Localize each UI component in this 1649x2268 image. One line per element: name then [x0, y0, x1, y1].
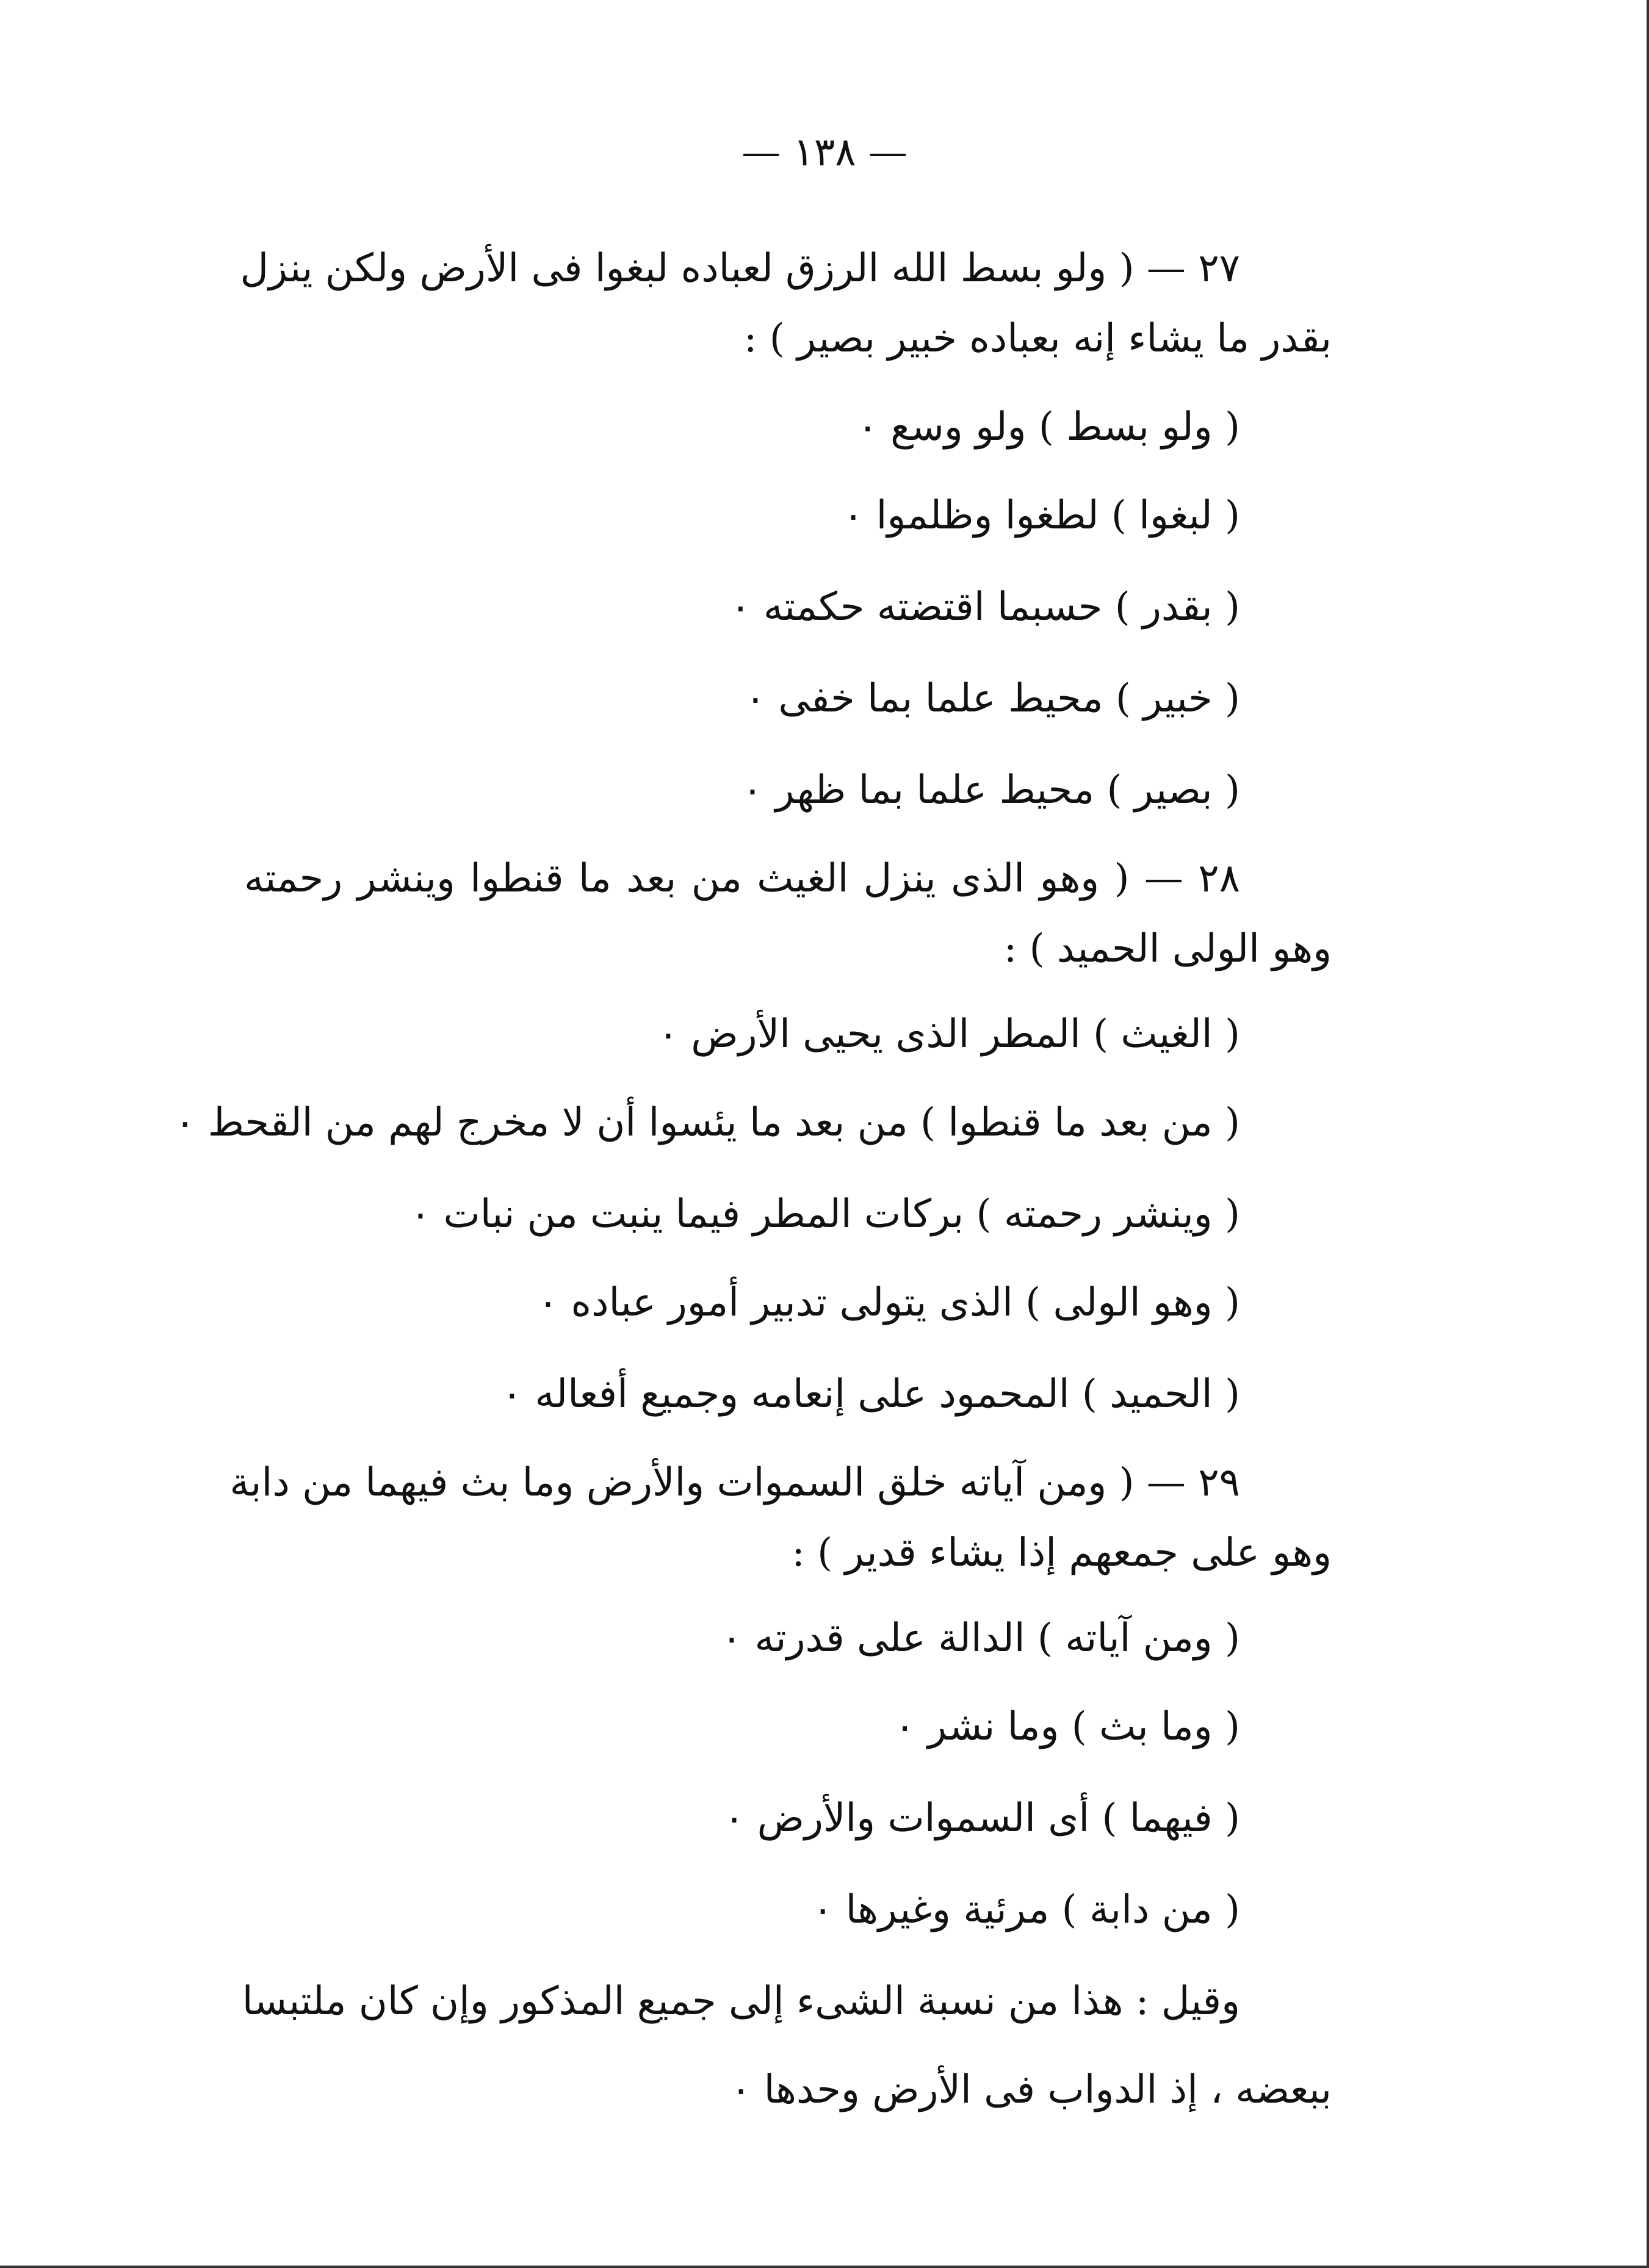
page-border-right — [1647, 0, 1649, 2268]
gloss-line: ( من بعد ما قنطوا ) من بعد ما يئسوا أن لا مخرج لهم من القحط ٠ — [174, 1100, 1240, 1145]
verse-29-line-2: وهو على جمعهم إذا يشاء قدير ) : — [792, 1530, 1332, 1575]
gloss-line: ( فيهما ) أى السموات والأرض ٠ — [723, 1796, 1240, 1841]
commentary-line-1: وقيل : هذا من نسبة الشىء إلى جميع المذكور وإن كان ملتبسا — [242, 1979, 1240, 2024]
commentary-line-2: ببعضه ، إذ الدواب فى الأرض وحدها ٠ — [730, 2067, 1332, 2112]
gloss-line: ( ومن آياته ) الدالة على قدرته ٠ — [721, 1616, 1240, 1661]
verse-27-line-1: ٢٧ — ( ولو بسط الله الرزق لعباده لبغوا فى الأرض ولكن ينزل — [240, 246, 1240, 291]
page-number: — ١٣٨ — — [742, 130, 907, 175]
verse-29-line-1: ٢٩ — ( ومن آياته خلق السموات والأرض وما بث فيهما من دابة — [229, 1460, 1240, 1505]
verse-28-line-2: وهو الولى الحميد ) : — [1003, 926, 1332, 971]
verse-27-line-2: بقدر ما يشاء إنه بعباده خبير بصير ) : — [743, 316, 1332, 361]
gloss-line: ( وينشر رحمته ) بركات المطر فيما ينبت من نبات ٠ — [410, 1192, 1240, 1237]
gloss-line: ( لبغوا ) لطغوا وظلموا ٠ — [842, 493, 1240, 538]
gloss-line: ( الغيث ) المطر الذى يحيى الأرض ٠ — [657, 1012, 1240, 1057]
gloss-line: ( خبير ) محيط علما بما خفى ٠ — [745, 676, 1240, 721]
gloss-line: ( وما بث ) وما نشر ٠ — [894, 1704, 1240, 1749]
gloss-line: ( ولو بسط ) ولو وسع ٠ — [857, 405, 1240, 450]
gloss-line: ( وهو الولى ) الذى يتولى تدبير أمور عباده ٠ — [537, 1280, 1240, 1325]
gloss-line: ( الحميد ) المحمود على إنعامه وجميع أفعاله ٠ — [501, 1372, 1240, 1417]
gloss-line: ( بصير ) محيط علما بما ظهر ٠ — [742, 768, 1240, 813]
page-border-bottom — [0, 2266, 1649, 2268]
gloss-line: ( من دابة ) مرئية وغيرها ٠ — [812, 1887, 1240, 1932]
verse-28-line-1: ٢٨ — ( وهو الذى ينزل الغيث من بعد ما قنطوا وينشر رحمته — [244, 856, 1240, 901]
gloss-line: ( بقدر ) حسبما اقتضته حكمته ٠ — [730, 585, 1240, 630]
